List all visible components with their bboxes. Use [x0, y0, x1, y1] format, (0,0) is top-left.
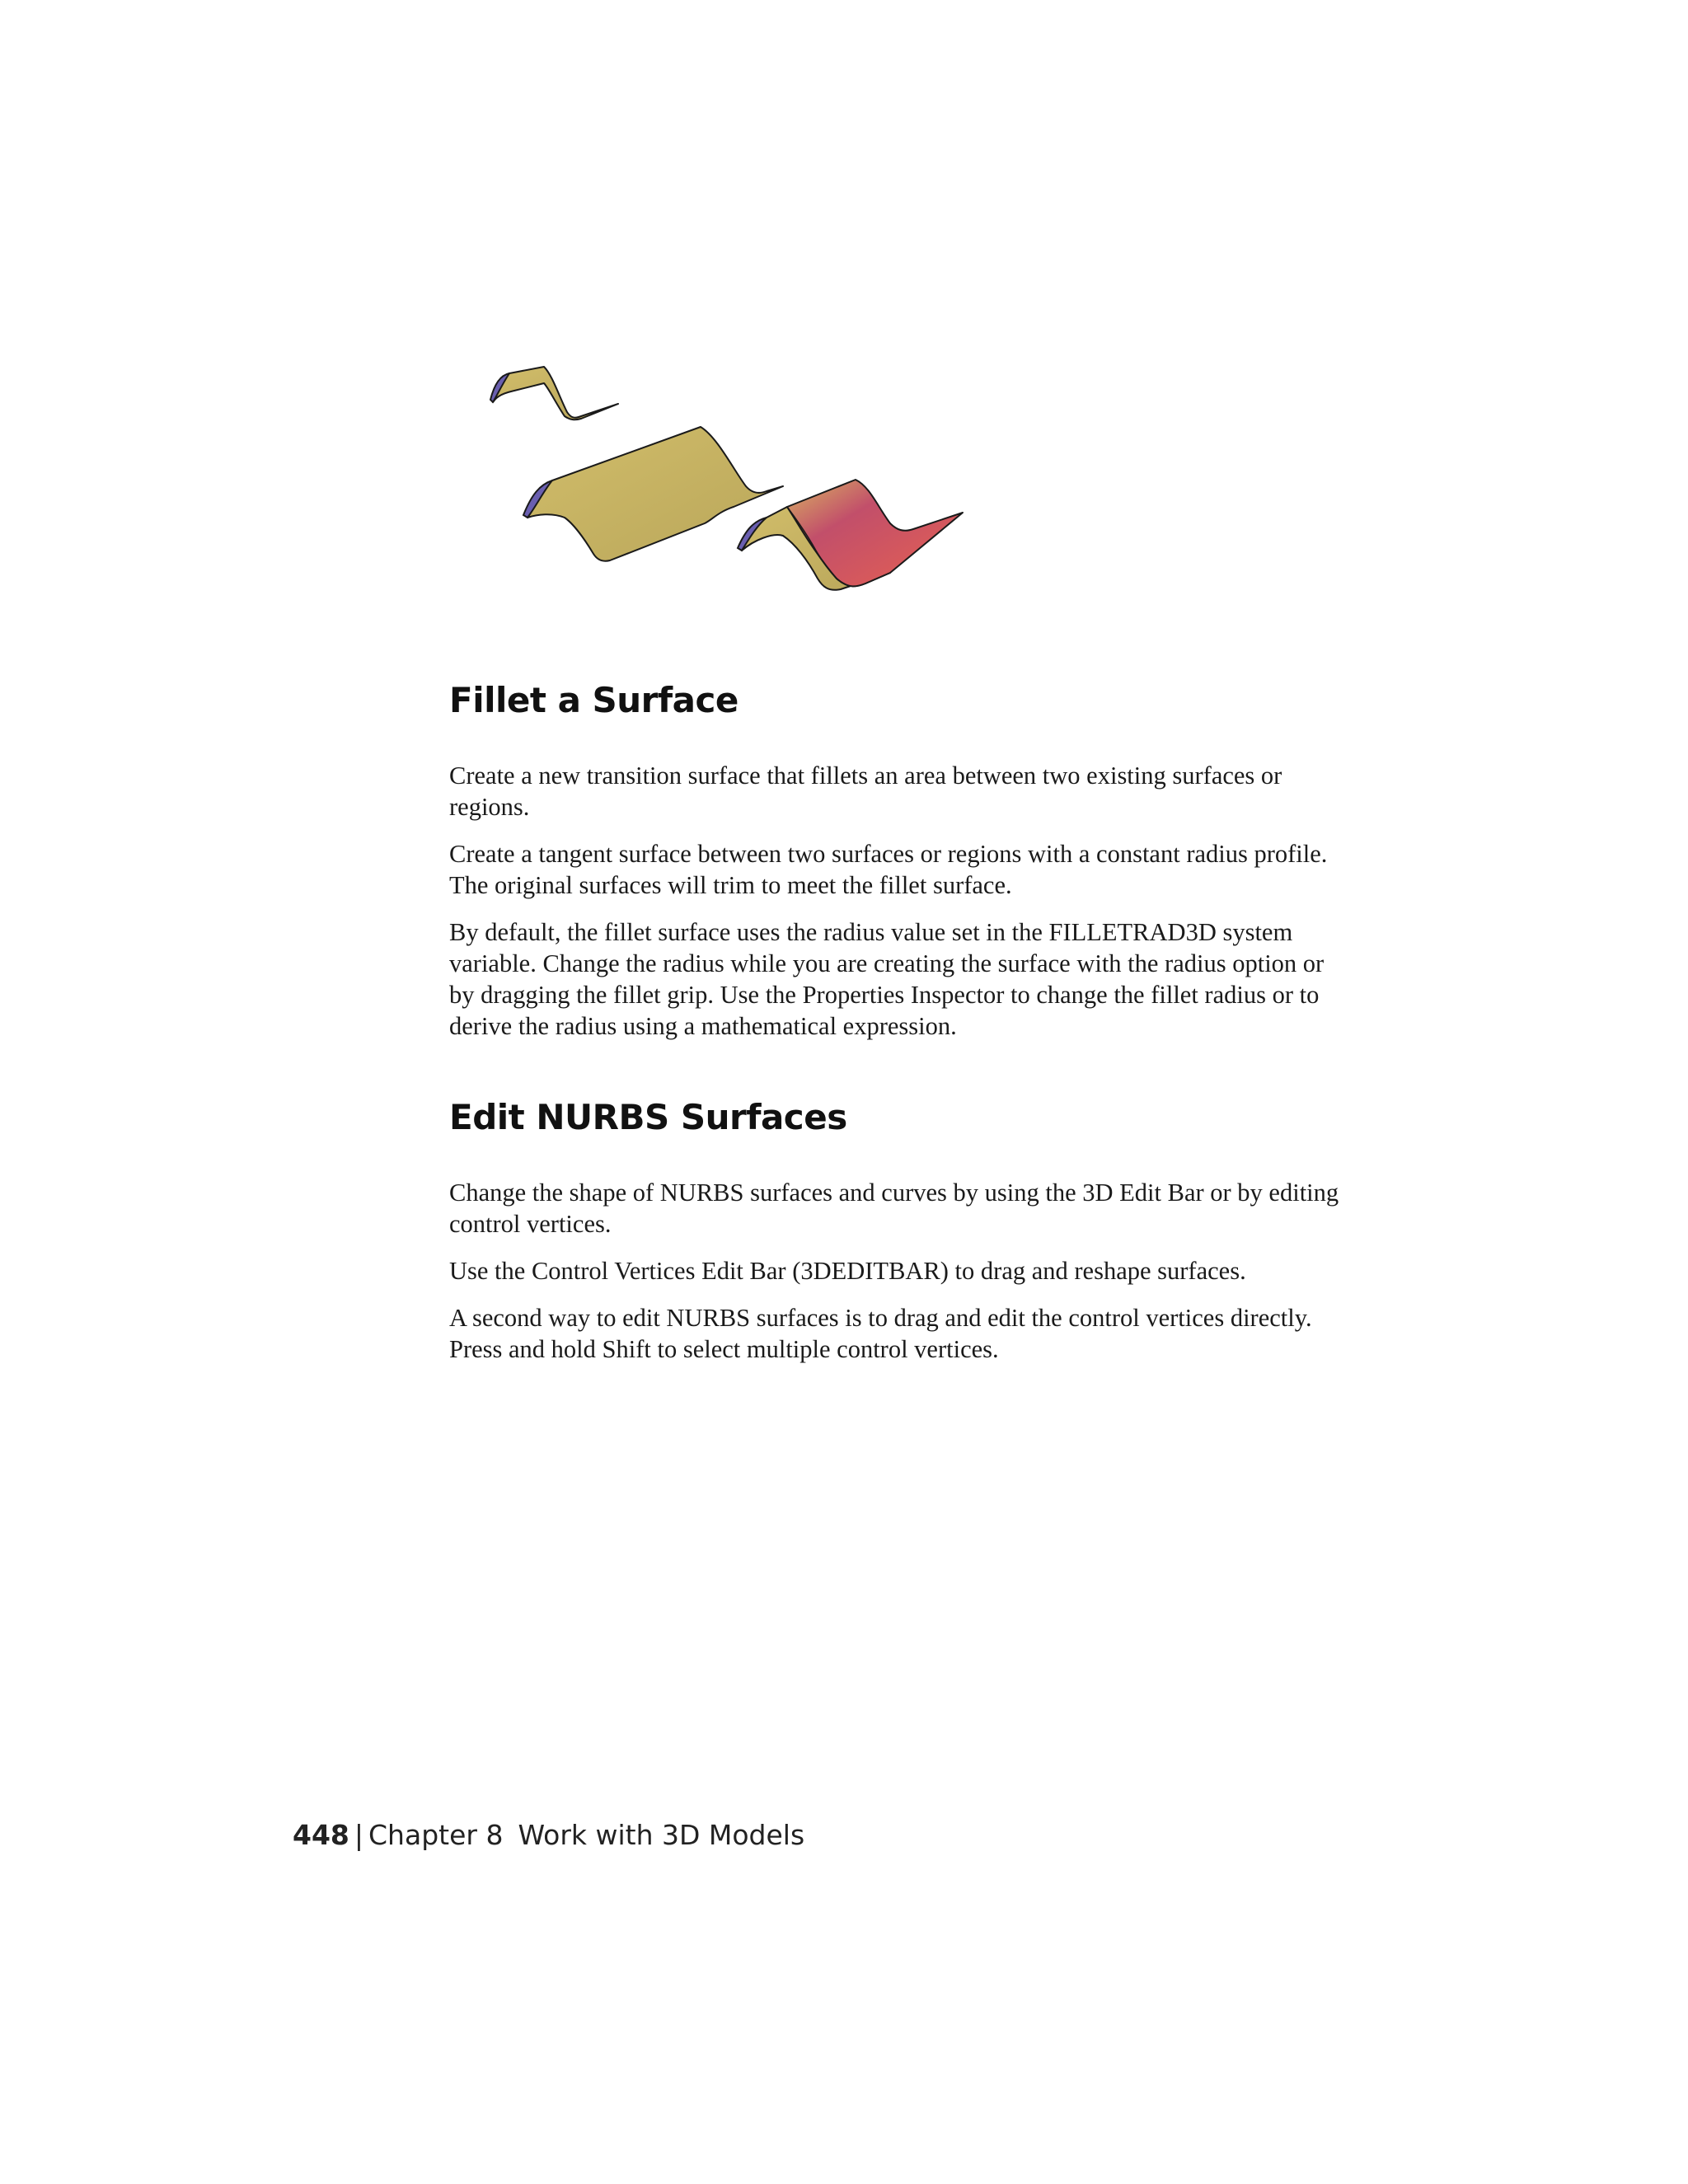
paragraph: Change the shape of NURBS surfaces and curves by using the 3D Edit Bar or by editing control vertices.: [449, 1179, 1339, 1238]
filleted-surface: [738, 480, 963, 590]
page-footer: [293, 1819, 804, 1851]
chapter-title: Work with 3D Models: [518, 1819, 805, 1851]
fillet-surfaces-illustration-icon: [462, 338, 1006, 635]
footer-separator: |: [354, 1819, 364, 1851]
fillet-surfaces-figure: [462, 338, 1006, 635]
chapter-label: Chapter 8: [368, 1819, 504, 1851]
paragraph: Create a tangent surface between two surfaces or regions with a constant radius profile. The original surfaces will trim to meet the fillet surface.: [449, 840, 1328, 899]
page-number: 448: [293, 1819, 349, 1851]
page-content: [449, 676, 1339, 1380]
section-fillet-surface: [449, 676, 1339, 1042]
paragraph: Use the Control Vertices Edit Bar (3DEDITBAR) to drag and reshape surfaces.: [449, 1257, 1246, 1285]
section-heading: Edit NURBS Surfaces: [449, 1097, 847, 1137]
section-edit-nurbs-surfaces: [449, 1093, 1339, 1365]
section-heading: Fillet a Surface: [449, 680, 738, 720]
paragraph: By default, the fillet surface uses the radius value set in the FILLETRAD3D system variable. Change the radius while you are creating the surface with the radius option or by dragging the fillet grip. Use the Properties Inspector to change the fillet radius or to derive the radius using a mathematical expression.: [449, 918, 1325, 1040]
paragraph: A second way to edit NURBS surfaces is to drag and edit the control vertices directly. Press and hold Shift to select multiple control vertices.: [449, 1304, 1312, 1363]
paragraph: Create a new transition surface that fillets an area between two existing surfaces or regions.: [449, 762, 1282, 821]
small-surface: [490, 367, 618, 419]
